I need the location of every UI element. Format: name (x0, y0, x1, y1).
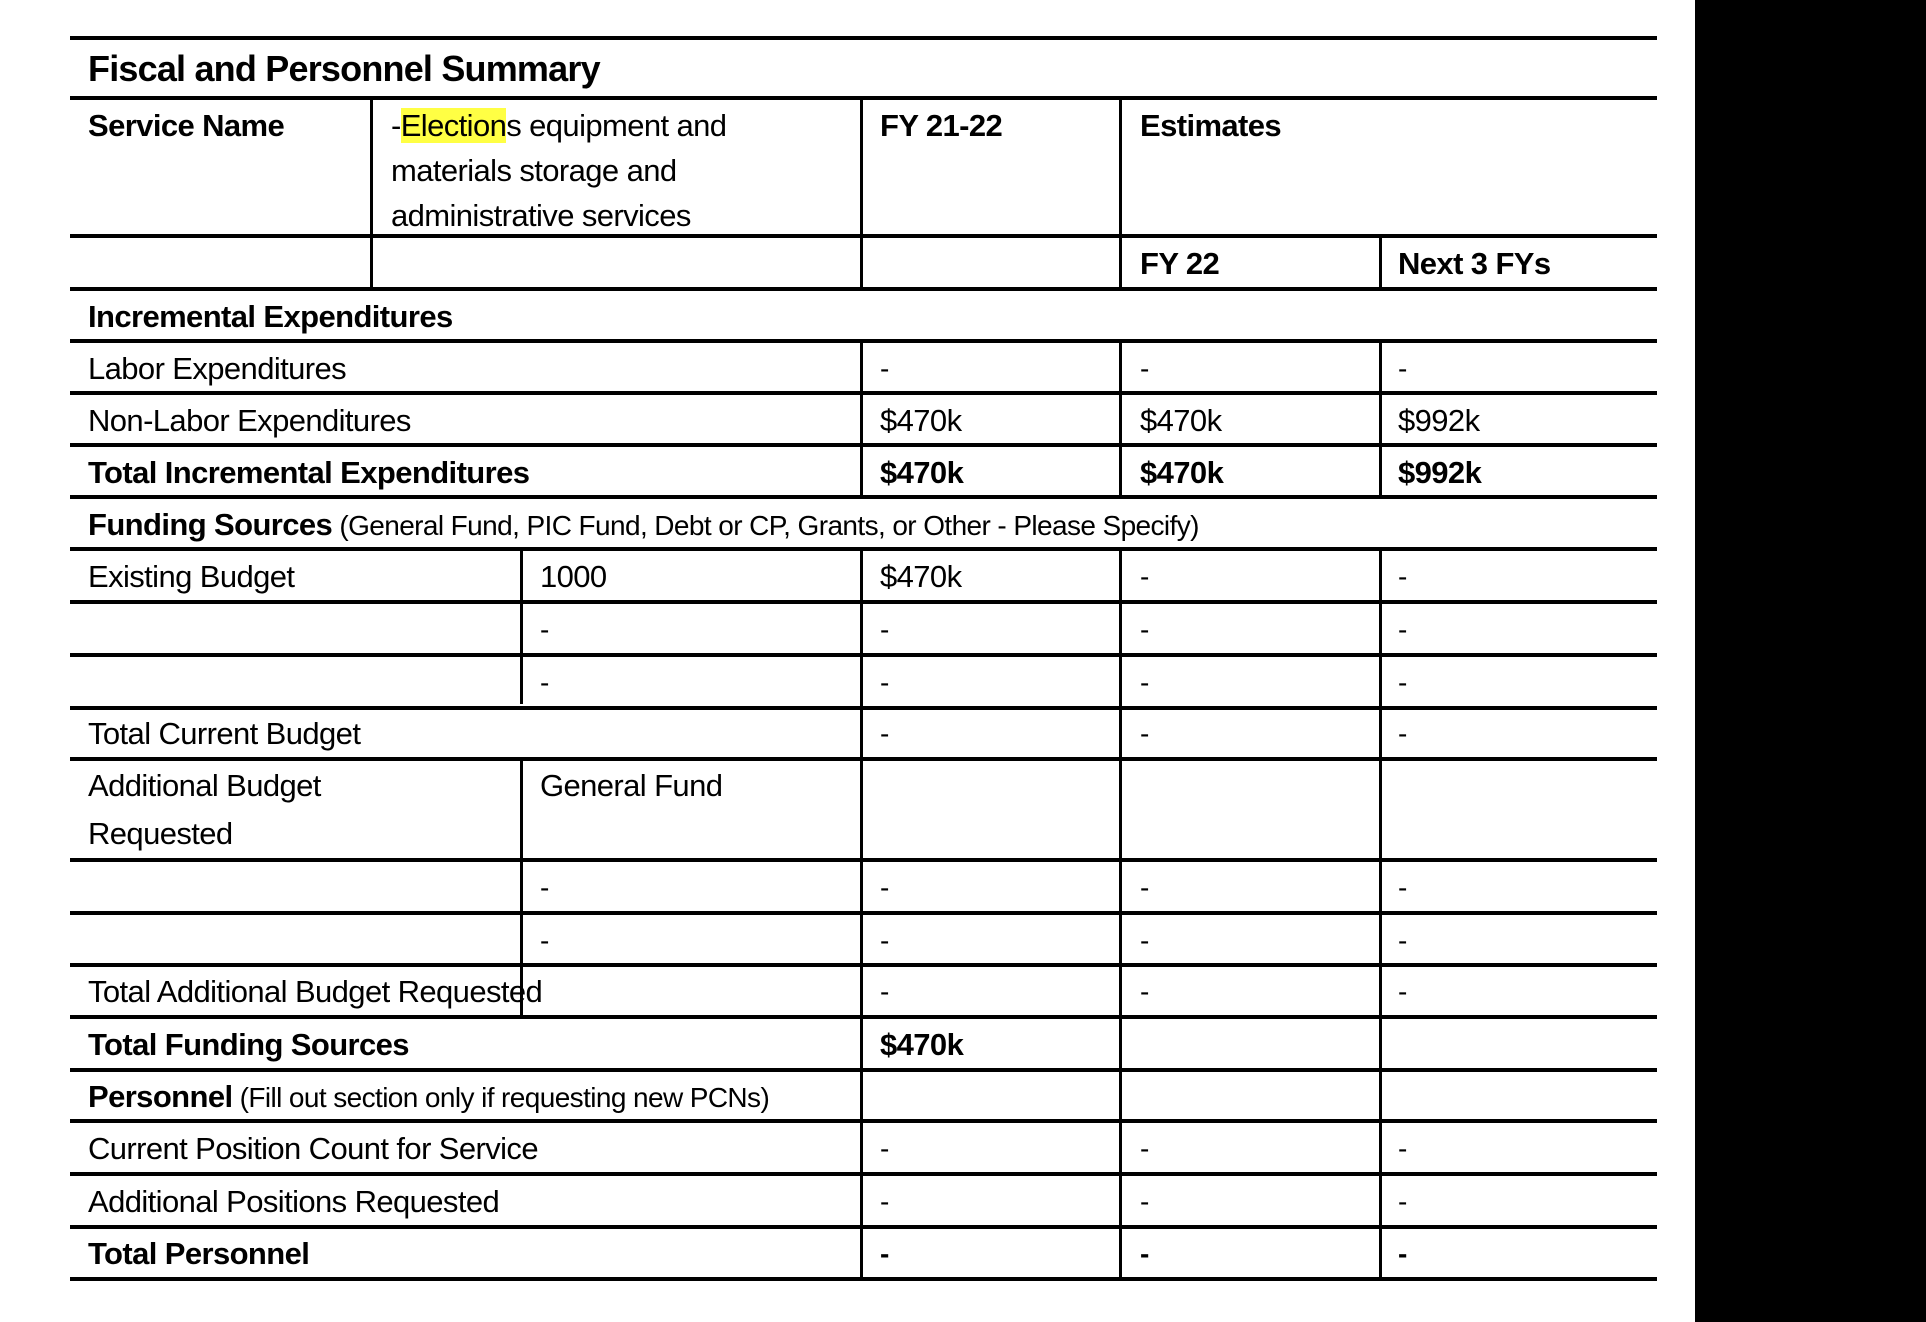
cell-next3: - (1398, 718, 1407, 749)
col-divider (1379, 1174, 1382, 1279)
cell-fy22: - (1140, 925, 1149, 956)
row-label-line1: Additional Budget (88, 768, 321, 803)
divider (70, 443, 1657, 447)
section-label: Personnel (88, 1079, 233, 1114)
cell-next3: - (1398, 614, 1407, 645)
cell-fy2122: $470k (880, 559, 962, 594)
cell-fy2122: - (880, 353, 889, 384)
cell-next3: - (1398, 1133, 1407, 1164)
col-divider (860, 341, 863, 497)
section-incremental-expenditures: Incremental Expenditures (88, 299, 453, 334)
divider (70, 600, 1657, 604)
row-label: Total Additional Budget Requested (88, 974, 543, 1009)
row-label: Total Current Budget (88, 716, 361, 751)
cell-source: - (540, 925, 549, 956)
divider (70, 1068, 1657, 1072)
divider (70, 963, 1657, 967)
black-side-panel (1695, 0, 1926, 1322)
col-header-fy22: FY 22 (1140, 246, 1220, 281)
divider (70, 757, 1657, 761)
row-label: Current Position Count for Service (88, 1131, 538, 1166)
cell-fy2122: - (880, 976, 889, 1007)
row-label: Additional Positions Requested (88, 1184, 500, 1219)
divider (70, 96, 1657, 100)
row-label: Non-Labor Expenditures (88, 403, 411, 438)
cell-fy22: - (1140, 872, 1149, 903)
divider (70, 234, 1657, 238)
cell-fy2122: $470k (880, 1027, 964, 1062)
col-header-next3: Next 3 FYs (1398, 246, 1551, 281)
cell-fy22: - (1140, 614, 1149, 645)
divider (70, 287, 1657, 291)
service-name-prefix: - (391, 108, 401, 143)
divider (70, 1015, 1657, 1019)
cell-fy2122: $470k (880, 455, 964, 490)
divider (70, 653, 1657, 657)
row-label: Labor Expenditures (88, 351, 347, 386)
cell-fy22: - (1140, 1238, 1149, 1269)
cell-fy2122: - (880, 614, 889, 645)
col-header-estimates: Estimates (1140, 108, 1282, 143)
table-title: Fiscal and Personnel Summary (88, 48, 600, 89)
divider (70, 495, 1657, 499)
cell-next3: - (1398, 667, 1407, 698)
service-name-line3: administrative services (391, 198, 691, 233)
divider (70, 911, 1657, 915)
col-divider (1379, 1121, 1382, 1174)
cell-next3: $992k (1398, 403, 1480, 438)
col-divider (1119, 1121, 1122, 1174)
service-name-line2: materials storage and (391, 153, 677, 188)
col-divider (1119, 1174, 1122, 1279)
cell-next3: - (1398, 976, 1407, 1007)
cell-fy22: - (1140, 976, 1149, 1007)
divider (70, 339, 1657, 343)
cell-fy22: - (1140, 353, 1149, 384)
cell-source: - (540, 667, 549, 698)
divider (70, 706, 1657, 710)
section-funding-sources (88, 502, 1199, 548)
divider (70, 1172, 1657, 1176)
col-divider (860, 549, 863, 1121)
row-label: Total Incremental Expenditures (88, 455, 530, 490)
col-divider (1379, 549, 1382, 1121)
col-divider (1379, 236, 1382, 289)
cell-fy22: - (1140, 667, 1149, 698)
cell-next3: - (1398, 1238, 1407, 1269)
service-name-rest: s equipment and (506, 108, 727, 143)
cell-fy22: - (1140, 1133, 1149, 1164)
cell-source: - (540, 614, 549, 645)
row-label: Total Funding Sources (88, 1027, 409, 1062)
col-divider (370, 98, 373, 289)
cell-next3: - (1398, 1186, 1407, 1217)
section-note: (Fill out section only if requesting new PCNs) (232, 1082, 770, 1113)
cell-fy22: - (1140, 1186, 1149, 1217)
section-label: Funding Sources (88, 507, 333, 542)
row-label: Existing Budget (88, 559, 295, 594)
divider (70, 391, 1657, 395)
col-divider (1379, 341, 1382, 497)
cell-fy22: $470k (1140, 455, 1224, 490)
cell-next3: - (1398, 561, 1407, 592)
cell-fy2122: - (880, 1186, 889, 1217)
cell-fy22: - (1140, 718, 1149, 749)
highlighted-text: Election (400, 108, 507, 143)
row-label: Total Personnel (88, 1236, 310, 1271)
cell-fy2122: $470k (880, 403, 962, 438)
section-personnel (88, 1074, 769, 1120)
cell-fy2122: - (880, 718, 889, 749)
cell-fy2122: - (880, 1133, 889, 1164)
cell-next3: - (1398, 872, 1407, 903)
cell-source: - (540, 872, 549, 903)
cell-fy2122: - (880, 925, 889, 956)
cell-fy2122: - (880, 1238, 889, 1269)
table-border-bottom (70, 1277, 1657, 1281)
col-divider (860, 1174, 863, 1279)
table-border-top (70, 36, 1657, 40)
cell-next3: - (1398, 925, 1407, 956)
cell-fy2122: - (880, 667, 889, 698)
col-divider (520, 549, 523, 704)
service-name-value (391, 103, 726, 148)
service-name-label: Service Name (88, 108, 285, 143)
cell-next3: - (1398, 353, 1407, 384)
col-divider (1119, 341, 1122, 497)
col-divider (1119, 549, 1122, 1121)
col-divider (860, 1121, 863, 1174)
divider (70, 858, 1657, 862)
col-divider (860, 98, 863, 289)
cell-fy22: - (1140, 561, 1149, 592)
row-label-line2: Requested (88, 816, 233, 851)
col-header-fy2122: FY 21-22 (880, 108, 1003, 143)
cell-source: General Fund (540, 768, 723, 803)
cell-fy22: $470k (1140, 403, 1222, 438)
cell-next3: $992k (1398, 455, 1482, 490)
col-divider (1119, 98, 1122, 289)
cell-source: 1000 (540, 559, 607, 594)
section-note: (General Fund, PIC Fund, Debt or CP, Grants, or Other - Please Specify) (332, 510, 1199, 541)
cell-fy2122: - (880, 872, 889, 903)
divider (70, 1225, 1657, 1229)
